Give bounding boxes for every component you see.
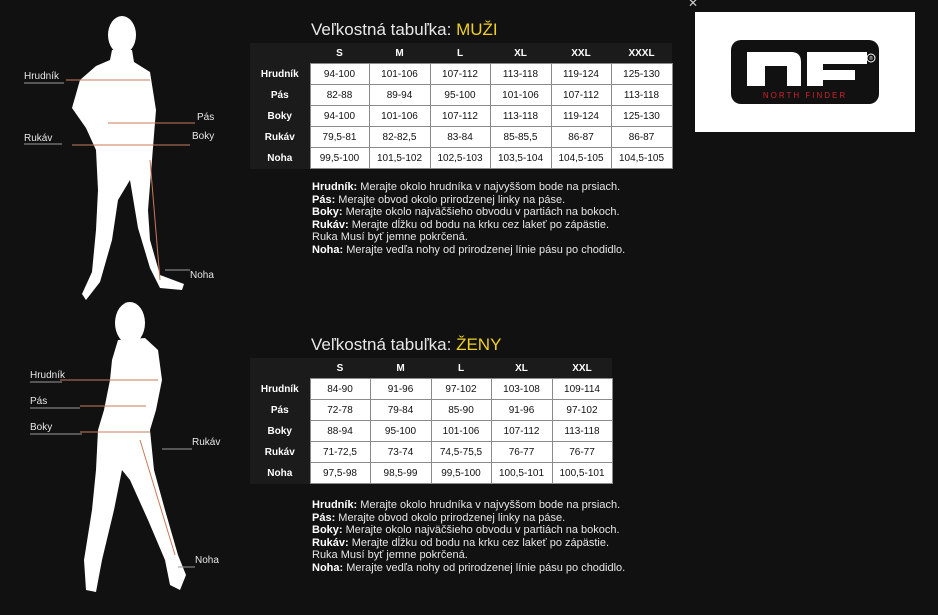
women-col-header: XL: [491, 358, 552, 379]
table-row: [250, 106, 672, 127]
table-cell: 113-118: [611, 85, 672, 106]
men-notes: [312, 181, 625, 257]
table-row: [250, 421, 612, 442]
table-cell: 74,5-75,5: [431, 442, 491, 463]
note-text: Ruka Musí byť jemne pokrčená.: [312, 231, 468, 244]
row-label: Rukáv: [250, 442, 310, 463]
note-term: Pás:: [312, 511, 336, 524]
women-label-leg: Noha: [195, 555, 219, 566]
table-cell: 73-74: [370, 442, 431, 463]
table-cell: 99,5-100: [310, 148, 369, 169]
table-cell: 82-88: [310, 85, 369, 106]
table-cell: 101-106: [490, 85, 551, 106]
men-label-sleeve: Rukáv: [24, 133, 53, 144]
women-header-row: [250, 358, 612, 379]
men-label-waist: Pás: [197, 112, 215, 123]
note-text: Merajte obvod okolo prirodzenej linky na páse.: [335, 511, 566, 524]
close-icon[interactable]: ✕: [688, 0, 699, 10]
logo-registered: ®: [869, 56, 873, 62]
table-cell: 100,5-101: [491, 463, 552, 484]
note-term: Rukáv:: [312, 536, 349, 549]
male-silhouette: [72, 16, 184, 300]
table-cell: 109-114: [552, 379, 612, 400]
women-title-prefix: Veľkostná tabuľka:: [311, 335, 457, 354]
table-cell: 102,5-103: [430, 148, 490, 169]
table-row: [250, 64, 672, 85]
table-cell: 91-96: [491, 400, 552, 421]
table-cell: 88-94: [310, 421, 370, 442]
note-term: Boky:: [312, 524, 343, 537]
logo-mark: [695, 12, 915, 132]
table-cell: 79-84: [370, 400, 431, 421]
women-col-header: S: [310, 358, 370, 379]
table-row: [250, 85, 672, 106]
table-cell: 84-90: [310, 379, 370, 400]
female-silhouette: [84, 302, 186, 592]
table-cell: 125-130: [611, 64, 672, 85]
note-line: [312, 512, 625, 525]
men-col-header: XL: [490, 43, 551, 64]
table-row: [250, 127, 672, 148]
north-finder-logo: [695, 12, 915, 132]
table-cell: 95-100: [430, 85, 490, 106]
table-cell: 72-78: [310, 400, 370, 421]
table-cell: 113-118: [490, 64, 551, 85]
row-label: Boky: [250, 421, 310, 442]
row-label: Noha: [250, 463, 310, 484]
table-cell: 83-84: [430, 127, 490, 148]
men-col-header: XXL: [551, 43, 611, 64]
note-line: [312, 194, 625, 207]
men-col-header: XXXL: [611, 43, 672, 64]
table-cell: 98,5-99: [370, 463, 431, 484]
women-col-header: XXL: [552, 358, 612, 379]
table-cell: 89-94: [369, 85, 430, 106]
note-term: Boky:: [312, 206, 343, 219]
note-line: [312, 499, 625, 512]
note-text: Merajte okolo hrudníka v najvyššom bode na prsiach.: [357, 499, 621, 511]
table-cell: 86-87: [611, 127, 672, 148]
men-col-header: M: [369, 43, 430, 64]
table-cell: 94-100: [310, 106, 369, 127]
row-label: Hrudník: [250, 64, 310, 85]
table-cell: 82-82,5: [369, 127, 430, 148]
table-cell: 103-108: [491, 379, 552, 400]
table-cell: 100,5-101: [552, 463, 612, 484]
note-text: Merajte dĺžku od bodu na krku cez lakeť po zápästie.: [348, 536, 610, 549]
note-line: [312, 549, 625, 562]
note-term: Noha:: [312, 243, 344, 256]
men-label-chest: Hrudník: [24, 71, 60, 82]
women-col-header: L: [431, 358, 491, 379]
table-cell: 107-112: [551, 85, 611, 106]
row-label: Pás: [250, 400, 310, 421]
table-cell: 85-85,5: [490, 127, 551, 148]
table-cell: 113-118: [490, 106, 551, 127]
men-col-header: S: [310, 43, 369, 64]
men-label-leg: Noha: [190, 270, 214, 281]
table-cell: 101-106: [369, 64, 430, 85]
note-line: [312, 537, 625, 550]
women-label-chest: Hrudník: [30, 370, 66, 381]
note-text: Merajte vedľa nohy od prirodzenej línie pásu po chodidlo.: [343, 561, 626, 574]
note-line: [312, 206, 625, 219]
table-cell: 113-118: [552, 421, 612, 442]
row-label: Hrudník: [250, 379, 310, 400]
table-row: [250, 442, 612, 463]
table-cell: 101,5-102: [369, 148, 430, 169]
table-cell: 119-124: [551, 64, 611, 85]
table-cell: 76-77: [491, 442, 552, 463]
men-header-row: [250, 43, 672, 64]
row-label: Boky: [250, 106, 310, 127]
table-cell: 97-102: [431, 379, 491, 400]
note-text: Merajte okolo najväčšieho obvodu v partiách na bokoch.: [342, 524, 620, 537]
women-table-title: [311, 335, 501, 355]
note-term: Hrudník:: [312, 499, 358, 511]
table-cell: 107-112: [430, 64, 490, 85]
table-cell: 107-112: [430, 106, 490, 127]
men-table-title: [311, 20, 498, 40]
note-text: Merajte okolo hrudníka v najvyššom bode na prsiach.: [357, 181, 621, 193]
table-cell: 71-72,5: [310, 442, 370, 463]
table-cell: 107-112: [491, 421, 552, 442]
table-cell: 91-96: [370, 379, 431, 400]
women-title-accent: ŽENY: [456, 335, 502, 354]
women-label-waist: Pás: [30, 396, 48, 407]
table-row: [250, 148, 672, 169]
note-line: [312, 181, 625, 194]
note-line: [312, 244, 625, 257]
table-cell: 97-102: [552, 400, 612, 421]
table-cell: 86-87: [551, 127, 611, 148]
women-size-table: [250, 358, 613, 484]
note-line: [312, 219, 625, 232]
table-cell: 101-106: [431, 421, 491, 442]
men-title-accent: MUŽI: [456, 20, 498, 39]
table-row: [250, 463, 612, 484]
table-row: [250, 379, 612, 400]
men-label-hips: Boky: [192, 131, 215, 142]
table-row: [250, 400, 612, 421]
table-cell: 79,5-81: [310, 127, 369, 148]
women-label-sleeve: Rukáv: [192, 437, 221, 448]
women-notes: [312, 499, 625, 575]
table-cell: 101-106: [369, 106, 430, 127]
table-cell: 76-77: [552, 442, 612, 463]
note-line: [312, 562, 625, 575]
table-cell: 104,5-105: [611, 148, 672, 169]
note-text: Merajte obvod okolo prirodzenej linky na páse.: [335, 193, 566, 206]
table-cell: 119-124: [551, 106, 611, 127]
note-term: Pás:: [312, 193, 336, 206]
men-col-header: L: [430, 43, 490, 64]
table-cell: 99,5-100: [431, 463, 491, 484]
table-cell: 95-100: [370, 421, 431, 442]
note-text: Merajte okolo najväčšieho obvodu v partiách na bokoch.: [342, 206, 620, 219]
row-label: Noha: [250, 148, 310, 169]
women-label-hips: Boky: [30, 422, 53, 433]
table-cell: 97,5-98: [310, 463, 370, 484]
note-term: Noha:: [312, 561, 344, 574]
note-line: [312, 231, 625, 244]
note-term: Hrudník:: [312, 181, 358, 193]
women-col-header: M: [370, 358, 431, 379]
note-term: Rukáv:: [312, 218, 349, 231]
row-label: Pás: [250, 85, 310, 106]
table-cell: 85-90: [431, 400, 491, 421]
table-cell: 104,5-105: [551, 148, 611, 169]
table-cell: 103,5-104: [490, 148, 551, 169]
note-text: Merajte dĺžku od bodu na krku cez lakeť po zápästie.: [348, 218, 610, 231]
men-title-prefix: Veľkostná tabuľka:: [311, 20, 457, 39]
note-line: [312, 524, 625, 537]
note-text: Merajte vedľa nohy od prirodzenej línie pásu po chodidlo.: [343, 243, 626, 256]
logo-subtitle: NORTH FINDER: [762, 91, 848, 100]
row-label: Rukáv: [250, 127, 310, 148]
table-cell: 94-100: [310, 64, 369, 85]
table-cell: 125-130: [611, 106, 672, 127]
note-text: Ruka Musí byť jemne pokrčená.: [312, 549, 468, 562]
men-size-table: [250, 43, 673, 169]
